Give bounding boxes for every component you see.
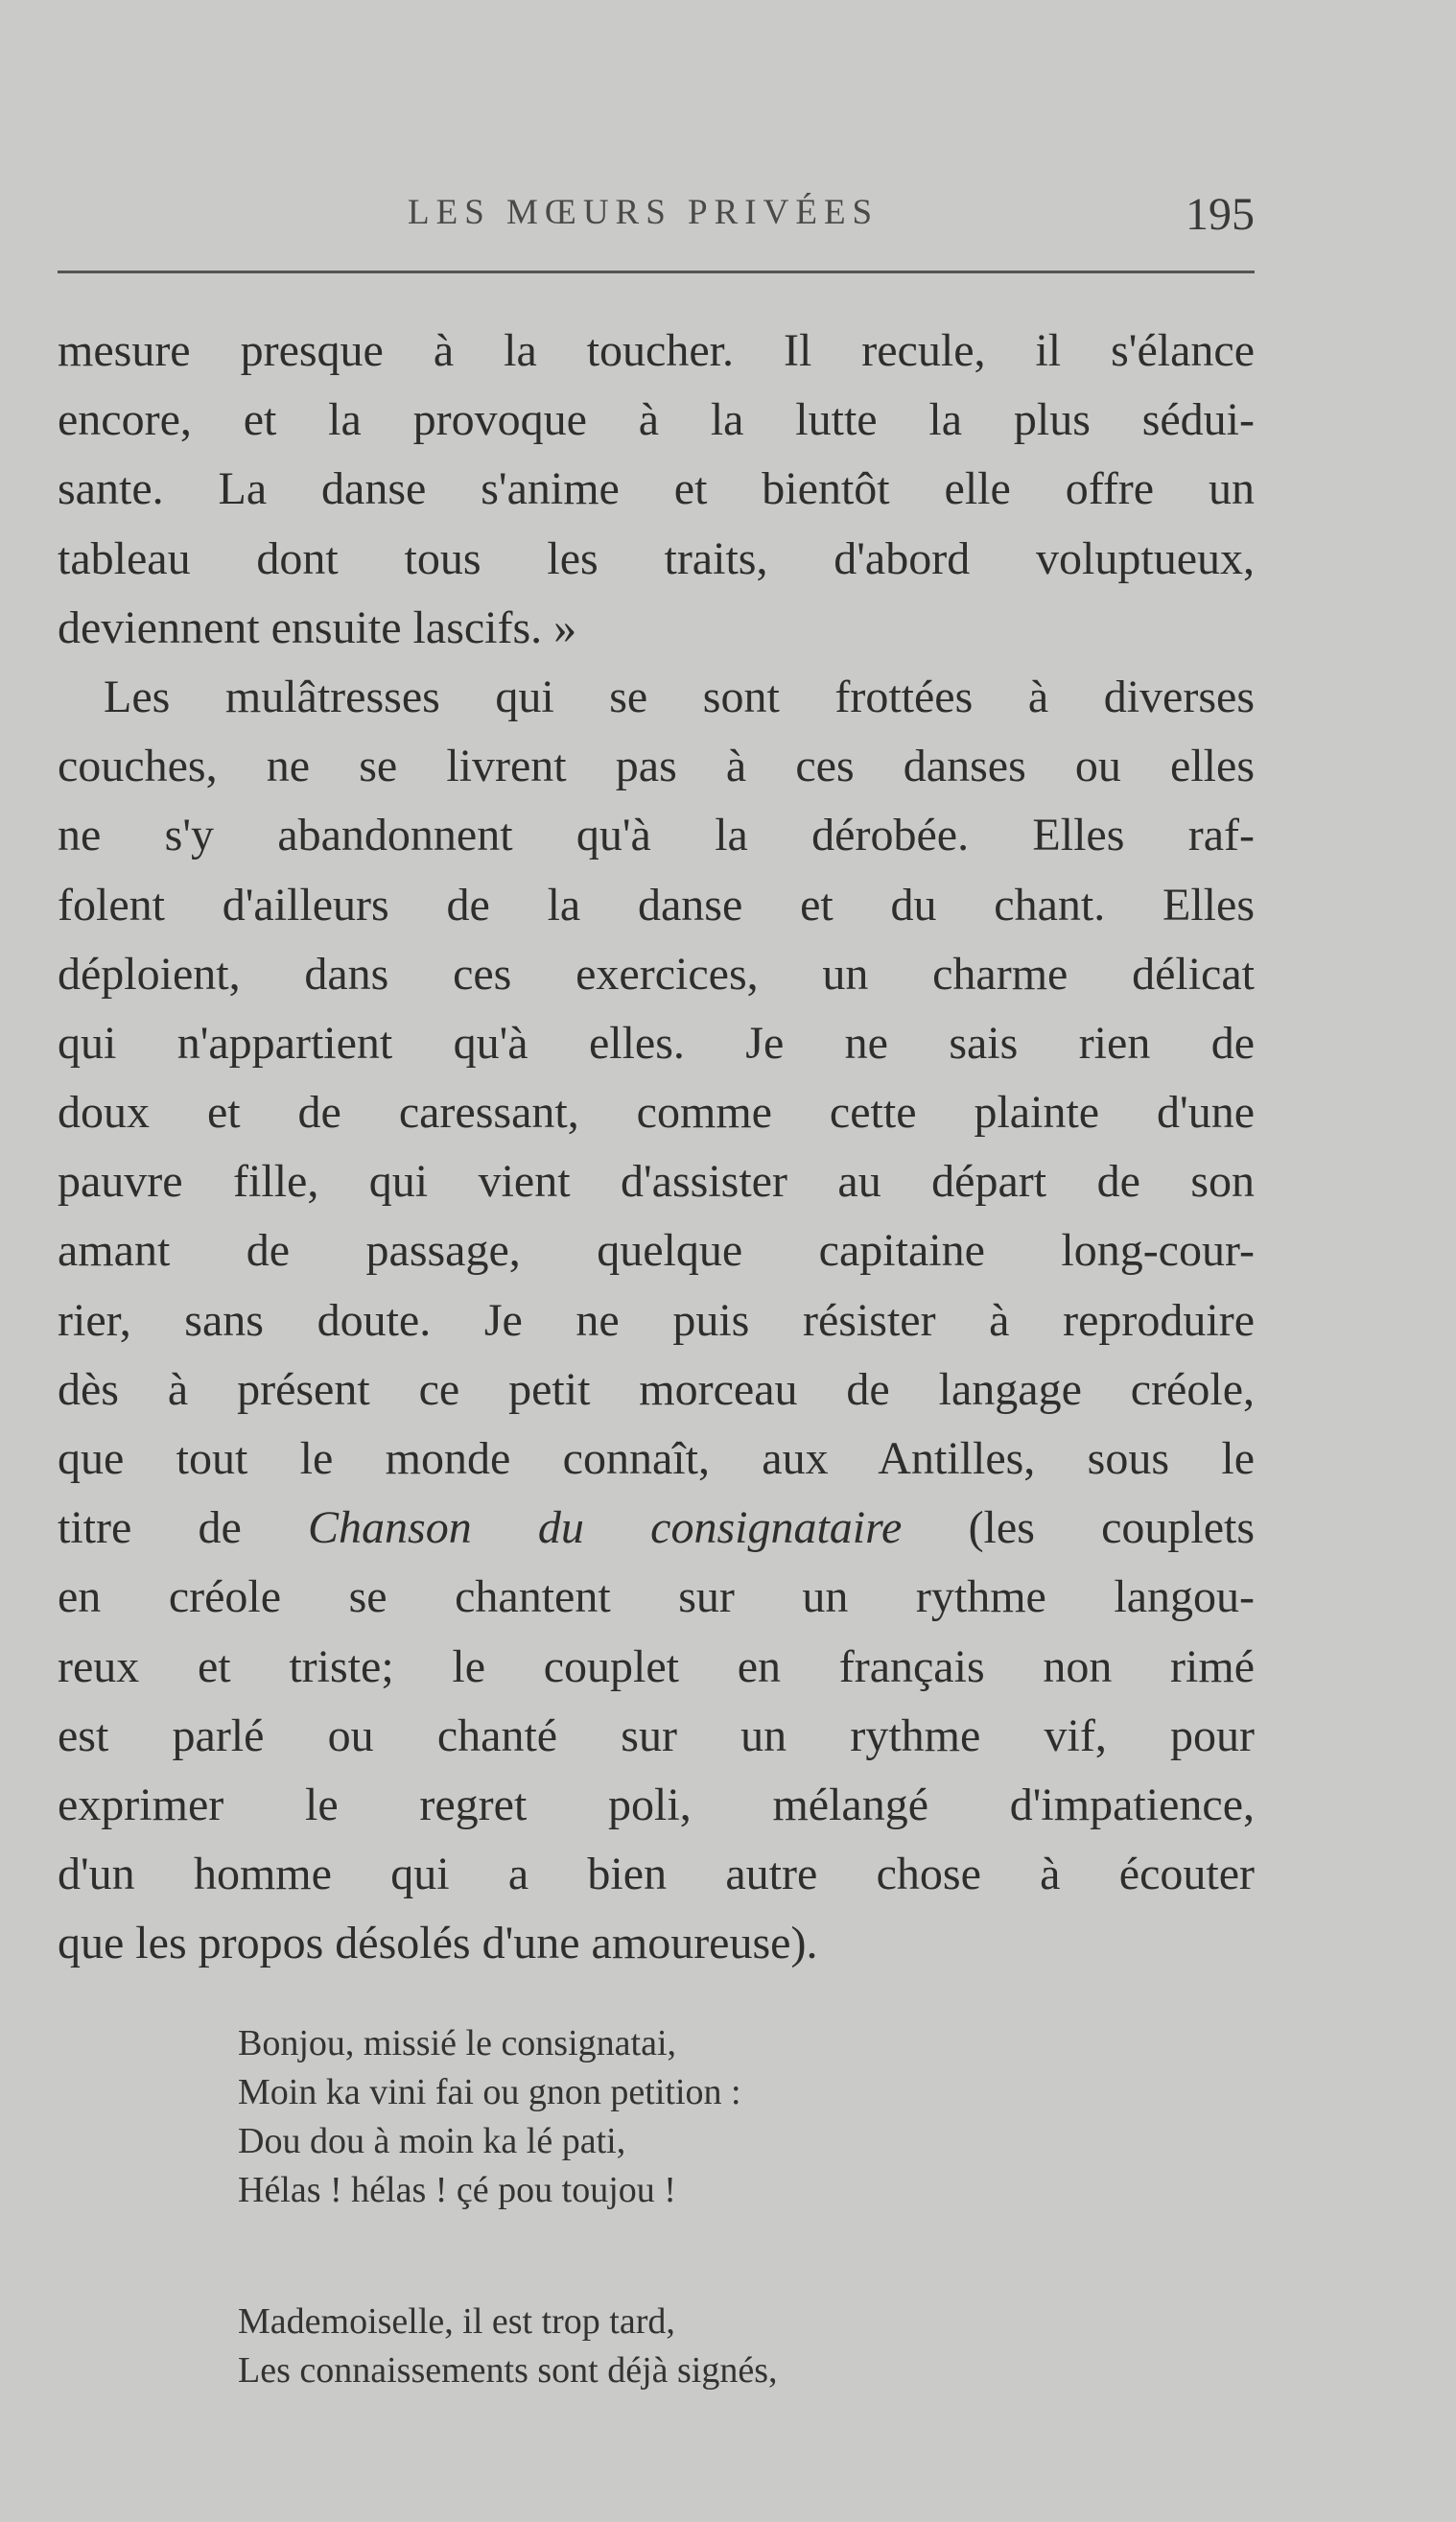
text-fragment: (les couplets	[968, 1502, 1255, 1554]
text-line: exprimer le regret poli, mélangé d'impatience,	[58, 1779, 1255, 1830]
verse-line: Mademoiselle, il est trop tard,	[238, 2301, 675, 2342]
text-line: amant de passage, quelque capitaine long-cour-	[58, 1225, 1255, 1277]
text-line: mesure presque à la toucher. Il recule, il s'élance	[58, 325, 1255, 376]
page-number: 195	[1186, 189, 1255, 240]
body-text	[58, 317, 1255, 1979]
text-line: ne s'y abandonnent qu'à la dérobée. Elles raf-	[58, 810, 1255, 861]
text-line: reux et triste; le couplet en français non rimé	[58, 1640, 1255, 1692]
text-line: pauvre fille, qui vient d'assister au départ de son	[58, 1156, 1255, 1208]
verse-line: Dou dou à moin ka lé pati,	[238, 2121, 626, 2161]
running-head	[58, 188, 1255, 246]
text-line: couches, ne se livrent pas à ces danses ou elles	[58, 741, 1255, 792]
verse-line: Moin ka vini fai ou gnon petition :	[238, 2072, 741, 2112]
text-line: qui n'appartient qu'à elles. Je ne sais rien de	[58, 1017, 1255, 1069]
text-line: est parlé ou chanté sur un rythme vif, pour	[58, 1709, 1255, 1761]
text-line: tableau dont tous les traits, d'abord voluptueux,	[58, 532, 1255, 584]
text-fragment: titre de	[58, 1502, 242, 1554]
text-line: deviennent ensuite lascifs. »	[58, 601, 577, 653]
text-line: en créole se chantent sur un rythme langou-	[58, 1571, 1255, 1623]
text-line: que les propos désolés d'une amoureuse).	[58, 1918, 818, 1969]
text-line: sante. La danse s'anime et bientôt elle offre un	[58, 463, 1255, 515]
text-line: doux et de caressant, comme cette plainte d'une	[58, 1087, 1255, 1139]
verse-stanza-2	[238, 2298, 1005, 2395]
text-line: rier, sans doute. Je ne puis résister à reproduire	[58, 1294, 1255, 1346]
song-title: Chanson du consignataire	[308, 1502, 903, 1554]
verse-stanza-1	[238, 2019, 1005, 2215]
running-title: LES MŒURS PRIVÉES	[408, 193, 880, 232]
verse-line: Les connaissements sont déjà signés,	[238, 2350, 778, 2391]
text-line: que tout le monde connaît, aux Antilles, sous le	[58, 1433, 1255, 1484]
verse-line: Hélas ! hélas ! çé pou toujou !	[238, 2170, 676, 2210]
text-line: d'un homme qui a bien autre chose à écouter	[58, 1849, 1255, 1900]
text-line: folent d'ailleurs de la danse et du chant. Elles	[58, 879, 1255, 931]
verse-line: Bonjou, missié le consignatai,	[238, 2023, 677, 2063]
text-line: dès à présent ce petit morceau de langage créole,	[58, 1363, 1255, 1415]
header-rule	[58, 271, 1255, 273]
text-line: Les mulâtresses qui se sont frottées à diverses	[104, 671, 1255, 722]
text-line: encore, et la provoque à la lutte la plus sédui-	[58, 394, 1255, 446]
text-line: déploient, dans ces exercices, un charme délicat	[58, 948, 1255, 1000]
text-line-with-title	[58, 1494, 1255, 1563]
